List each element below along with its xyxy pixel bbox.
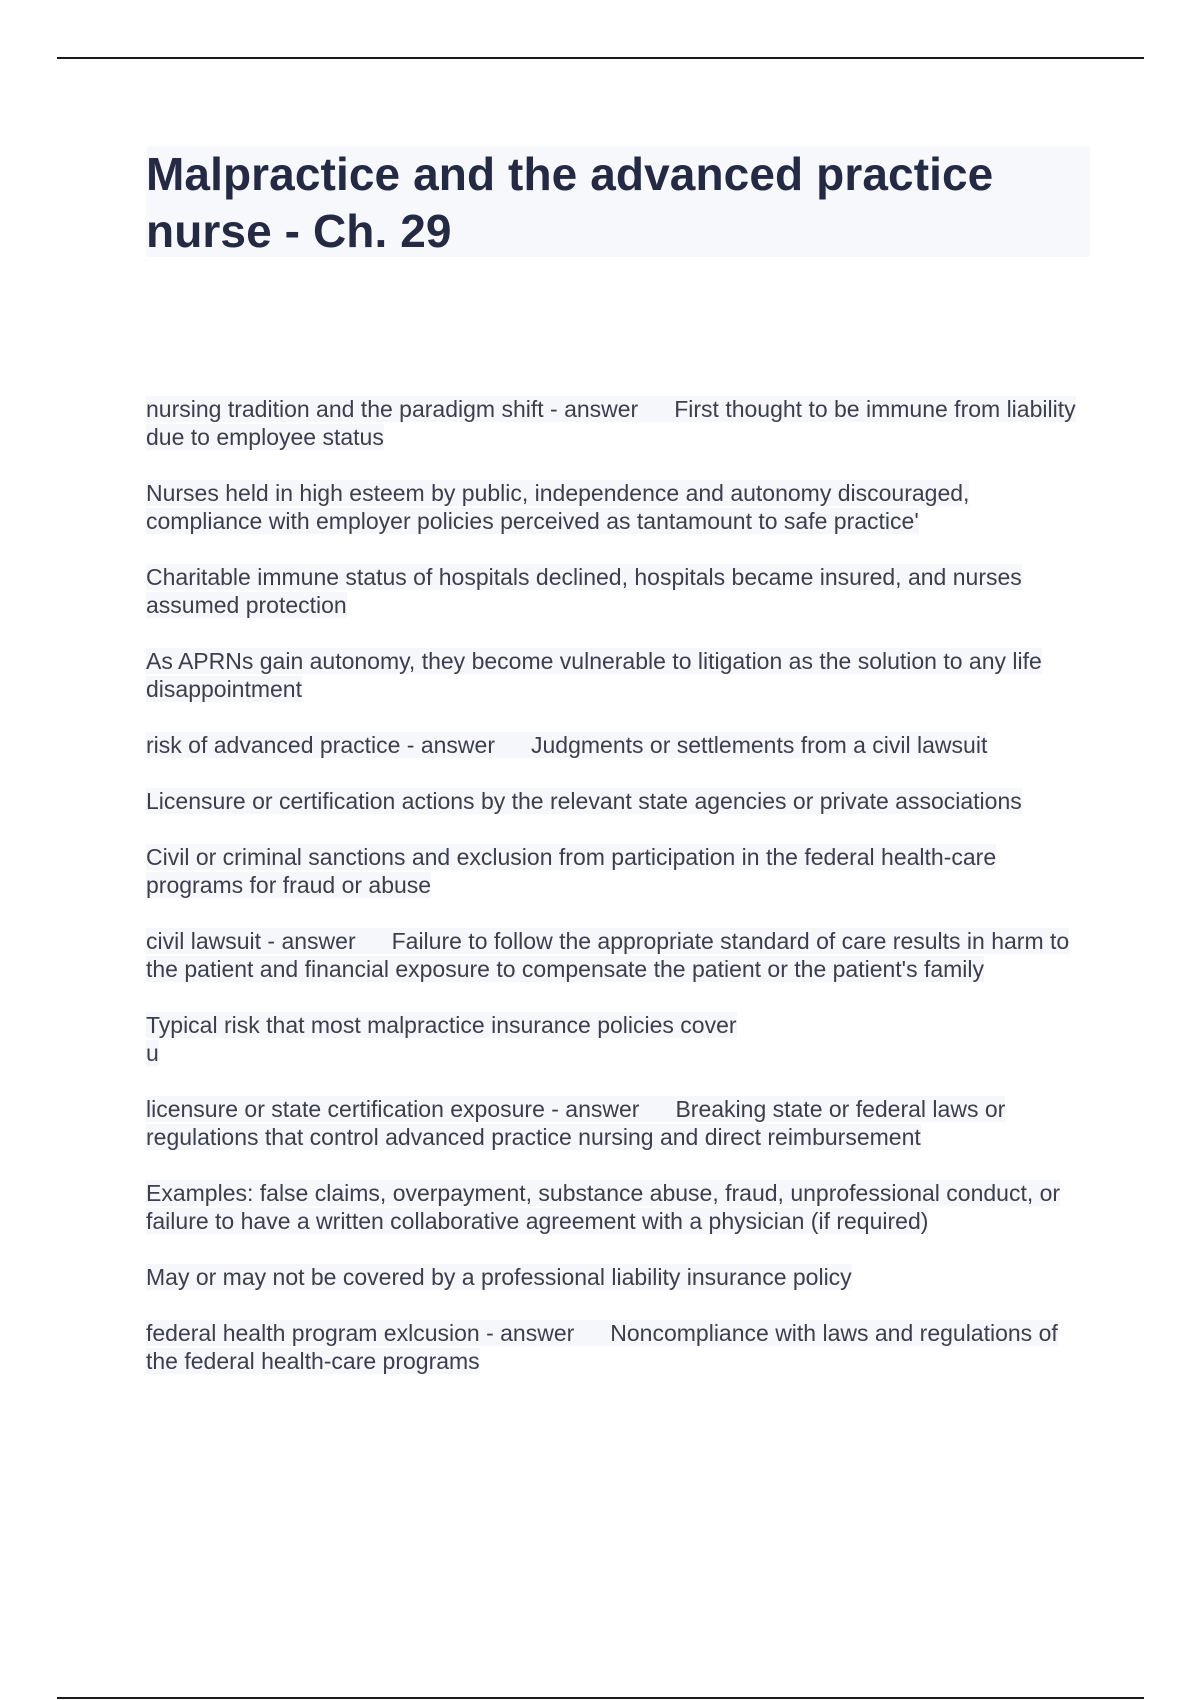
entry-paragraph bbox=[146, 479, 1091, 535]
entry-paragraph bbox=[146, 647, 1091, 703]
entry-term: federal health program exlcusion - answer bbox=[146, 1320, 575, 1346]
entry-paragraph bbox=[146, 1319, 1091, 1375]
entry-text-line-2: u bbox=[146, 1040, 159, 1066]
entry-term: nursing tradition and the paradigm shift - answer bbox=[146, 396, 639, 422]
entry-text: As APRNs gain autonomy, they become vulnerable to litigation as the solution to any life disappointment bbox=[146, 648, 1042, 702]
entry-term: civil lawsuit - answer bbox=[146, 928, 356, 954]
entries-list bbox=[146, 395, 1091, 1375]
entry-paragraph bbox=[146, 731, 1091, 759]
entry-paragraph bbox=[146, 1095, 1091, 1151]
entry-paragraph bbox=[146, 1179, 1091, 1235]
entry-text: Examples: false claims, overpayment, substance abuse, fraud, unprofessional conduct, or failure to have a written collaborative agreement with a physician (if required) bbox=[146, 1180, 1061, 1234]
entry-paragraph bbox=[146, 563, 1091, 619]
entry-paragraph bbox=[146, 787, 1091, 815]
entry-paragraph bbox=[146, 1011, 1091, 1067]
entry-paragraph bbox=[146, 927, 1091, 983]
title-line-2: nurse - Ch. 29 bbox=[146, 205, 452, 257]
entry-term: licensure or state certification exposure - answer bbox=[146, 1096, 640, 1122]
entry-text: First thought to be immune from liability due to employee status bbox=[146, 396, 1076, 450]
entry-paragraph bbox=[146, 843, 1091, 899]
entry-text: Licensure or certification actions by the relevant state agencies or private associations bbox=[146, 788, 1022, 814]
page-title bbox=[146, 146, 1090, 260]
entry-text: Noncompliance with laws and regulations of the federal health-care programs bbox=[146, 1320, 1058, 1374]
entry-text: May or may not be covered by a professional liability insurance policy bbox=[146, 1264, 852, 1290]
entry-term: risk of advanced practice - answer bbox=[146, 732, 495, 758]
entry-text: Judgments or settlements from a civil lawsuit bbox=[531, 732, 988, 758]
entry-paragraph bbox=[146, 395, 1091, 451]
title-line-1: Malpractice and the advanced practice bbox=[146, 148, 994, 200]
entry-text: Civil or criminal sanctions and exclusion from participation in the federal health-care programs for fraud or abuse bbox=[146, 844, 997, 898]
entry-text: Failure to follow the appropriate standard of care results in harm to the patient and financial exposure to compensate the patient or the patient's family bbox=[146, 928, 1070, 982]
entry-text: Typical risk that most malpractice insurance policies cover bbox=[146, 1012, 737, 1038]
entry-paragraph bbox=[146, 1263, 1091, 1291]
entry-text: Nurses held in high esteem by public, independence and autonomy discouraged, compliance with employer policies perceived as tantamount to safe practice' bbox=[146, 480, 970, 534]
title-block bbox=[146, 146, 1090, 257]
entry-text: Charitable immune status of hospitals declined, hospitals became insured, and nurses assumed protection bbox=[146, 564, 1022, 618]
bottom-rule bbox=[57, 1697, 1144, 1699]
top-rule bbox=[57, 57, 1144, 59]
entry-text: Breaking state or federal laws or regulations that control advanced practice nursing and direct reimbursement bbox=[146, 1096, 1006, 1150]
document-body bbox=[146, 146, 1091, 1403]
